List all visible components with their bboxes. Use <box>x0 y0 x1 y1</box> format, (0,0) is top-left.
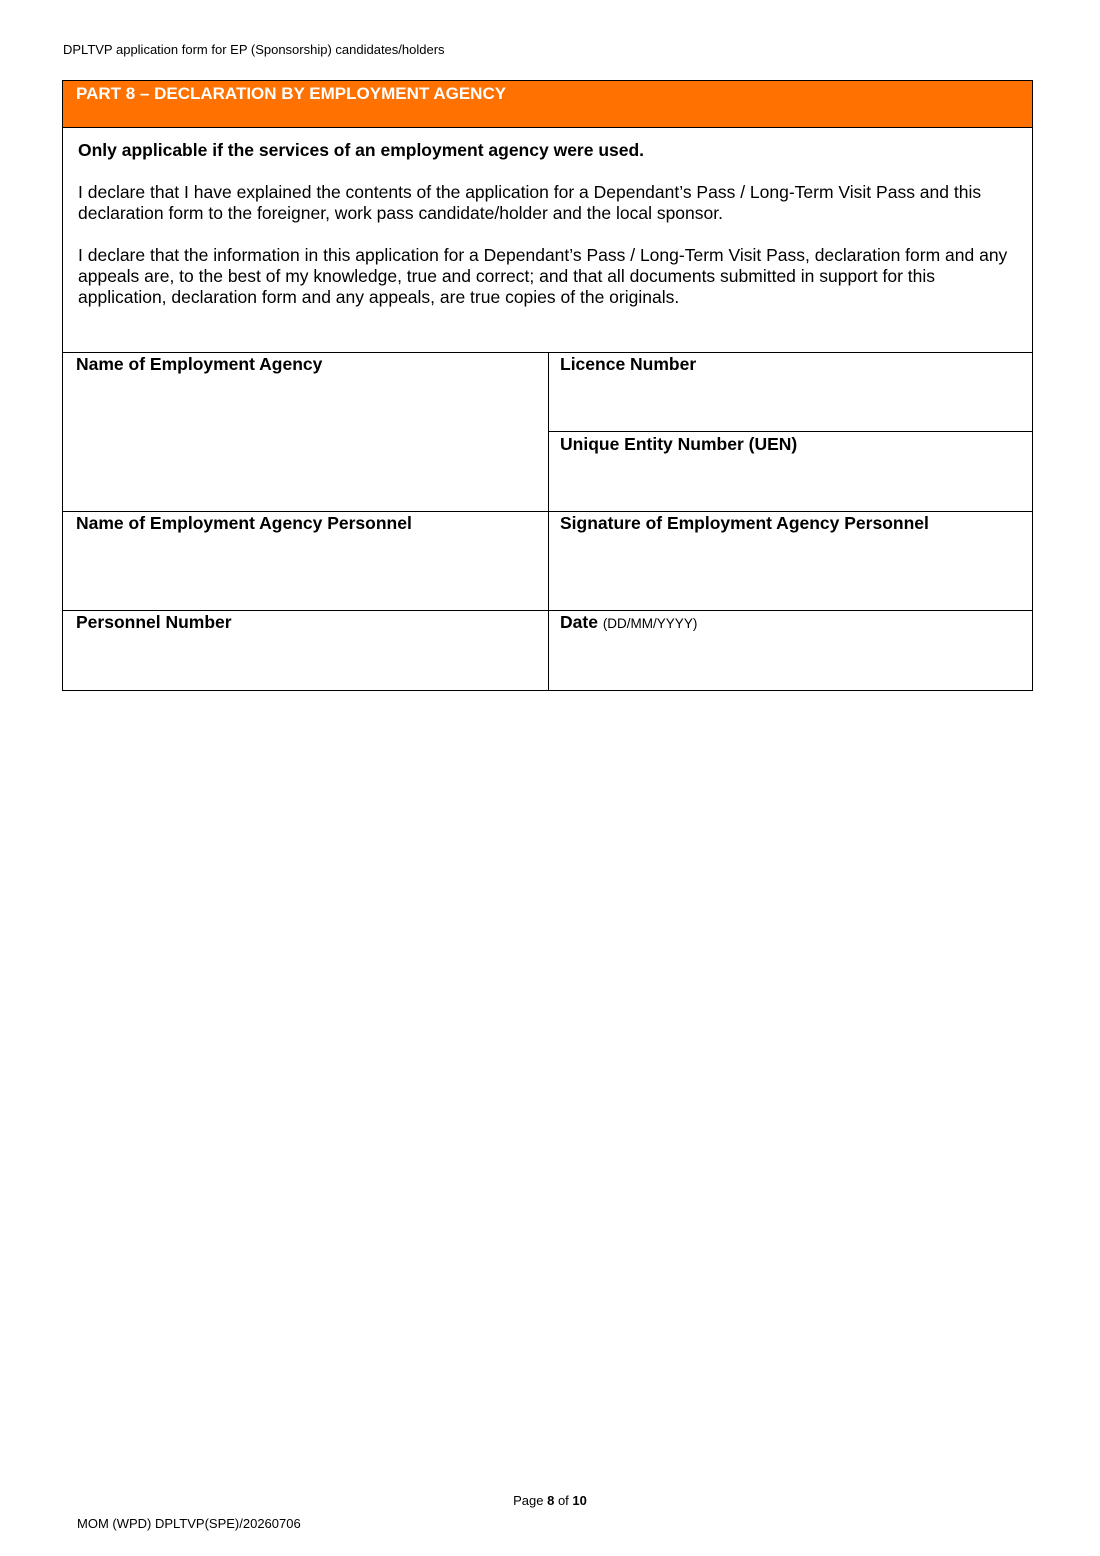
date-field[interactable] <box>560 612 697 633</box>
form-code: MOM (WPD) DPLTVP(SPE)/20260706 <box>77 1516 301 1531</box>
page-total: 10 <box>572 1493 587 1508</box>
declaration-paragraph-2: I declare that the information in this application for a Dependant’s Pass / Long-Term Visit Pass, declaration form and any appeals are, to the best of my knowledge, true and correct; and that all documents submitted in support for this application, declaration form and any appeals, are true copies of the originals. <box>78 245 1008 307</box>
date-label: Date <box>560 612 598 632</box>
row-divider-2 <box>63 610 1032 611</box>
declaration-paragraph-1: I declare that I have explained the contents of the application for a Dependant’s Pass / Long-Term Visit Pass and this declaration form to the foreigner, work pass candidate/holder and the local sponsor. <box>78 182 982 223</box>
document-header-title: DPLTVP application form for EP (Sponsorship) candidates/holders <box>63 42 445 57</box>
page-number <box>0 1493 1100 1508</box>
date-format-hint: (DD/MM/YYYY) <box>602 616 698 631</box>
applicability-note: Only applicable if the services of an employment agency were used. <box>78 140 645 160</box>
page-current: 8 <box>547 1493 555 1508</box>
page-of: of <box>557 1493 569 1508</box>
table-column-divider <box>548 352 549 690</box>
uen-field[interactable]: Unique Entity Number (UEN) <box>560 434 798 454</box>
section-title: PART 8 – DECLARATION BY EMPLOYMENT AGENCY <box>76 84 507 103</box>
signature-field[interactable]: Signature of Employment Agency Personnel <box>560 513 929 533</box>
licence-uen-divider <box>548 431 1032 432</box>
row-divider-1 <box>63 511 1032 512</box>
declaration-form-part8 <box>62 80 1033 691</box>
page-prefix: Page <box>513 1493 544 1508</box>
agency-name-field[interactable]: Name of Employment Agency <box>76 354 323 374</box>
section-header-bar <box>63 81 1032 128</box>
personnel-number-field[interactable]: Personnel Number <box>76 612 232 632</box>
personnel-name-field[interactable]: Name of Employment Agency Personnel <box>76 513 412 533</box>
licence-number-field[interactable]: Licence Number <box>560 354 697 374</box>
